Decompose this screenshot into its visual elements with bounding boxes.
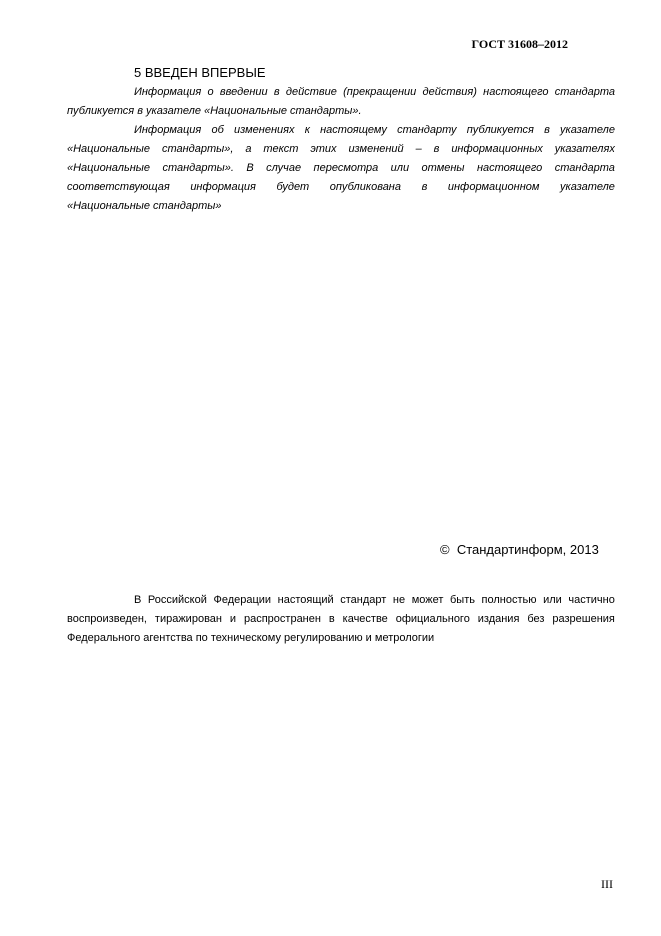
page-number: III [601,877,613,891]
word: в [544,124,550,136]
word: изменениях [234,124,295,136]
word: и [229,613,237,625]
word: «Национальные [67,143,151,155]
word: частично [568,594,615,606]
word: стандарт [340,594,387,606]
word: публикуется [466,124,534,136]
word: Федерации [213,594,272,606]
copyright-icon: © [440,542,450,557]
word: указателе [560,124,615,136]
word: Российской [147,594,207,606]
word: этих [310,143,337,155]
word: В [246,162,254,174]
word: стандарты», [161,143,234,155]
word: «Национальные [67,162,151,174]
word: пересмотра [313,162,379,174]
word: введении [219,86,268,98]
paragraph-changes-info [67,121,615,216]
text-line [67,140,615,159]
word: стандарта [554,162,615,174]
word: о [207,86,214,98]
text-line [67,591,615,610]
word: информационных [451,143,543,155]
word: действия) [422,86,477,98]
word: – [415,143,422,155]
word: текст [263,143,299,155]
text-line [67,159,615,178]
word: в [273,86,280,98]
word: или [390,162,410,174]
word: полностью [481,594,537,606]
word: издания [477,613,520,625]
word: стандарту [397,124,457,136]
word: без [527,613,545,625]
word: случае [266,162,302,174]
word: в [328,613,335,625]
word: В [134,594,142,606]
section-title: 5 ВВЕДЕН ВПЕРВЫЕ [134,65,266,80]
text-line: публикуется в указателе «Национальные стандарты». [67,105,362,117]
word: информационном [447,181,540,193]
text-line [67,121,615,140]
word: воспроизведен, [67,613,147,625]
word: стандарты». [162,162,234,174]
word: тиражирован [154,613,222,625]
word: Информация [134,86,202,98]
word: качестве [342,613,388,625]
word: настоящему [320,124,387,136]
word: а [245,143,252,155]
word: разрешения [552,613,615,625]
word: распространен [243,613,321,625]
word: действие [285,86,337,98]
word: или [543,594,562,606]
paragraph-introduction-info [67,83,615,121]
reproduction-notice [67,591,615,648]
word: соответствующая [67,181,170,193]
text-line: Федерального агентства по техническому регулированию и метрологии [67,632,435,644]
text-line [67,610,615,629]
word: указателе [560,181,615,193]
word: отмены [421,162,465,174]
word: быть [449,594,475,606]
text-line [67,178,615,197]
word: не [392,594,406,606]
copyright-text: Стандартинформ, 2013 [456,542,599,557]
word: настоящий [277,594,334,606]
word: в [433,143,440,155]
word: изменений [348,143,404,155]
text-line: «Национальные стандарты» [67,200,222,212]
word: в [421,181,428,193]
copyright-notice [440,542,599,557]
word: может [411,594,444,606]
word: информация [190,181,256,193]
document-number-header: ГОСТ 31608–2012 [471,37,568,51]
word: (прекращении [343,86,417,98]
word: будет [276,181,310,193]
text-line [67,83,615,102]
word: опубликована [329,181,401,193]
word: Информация [134,124,202,136]
word: официального [395,613,470,625]
word: к [304,124,310,136]
word: стандарта [554,86,615,98]
word: настоящего [476,162,543,174]
word: указателях [554,143,615,155]
word: об [211,124,224,136]
word: настоящего [483,86,549,98]
